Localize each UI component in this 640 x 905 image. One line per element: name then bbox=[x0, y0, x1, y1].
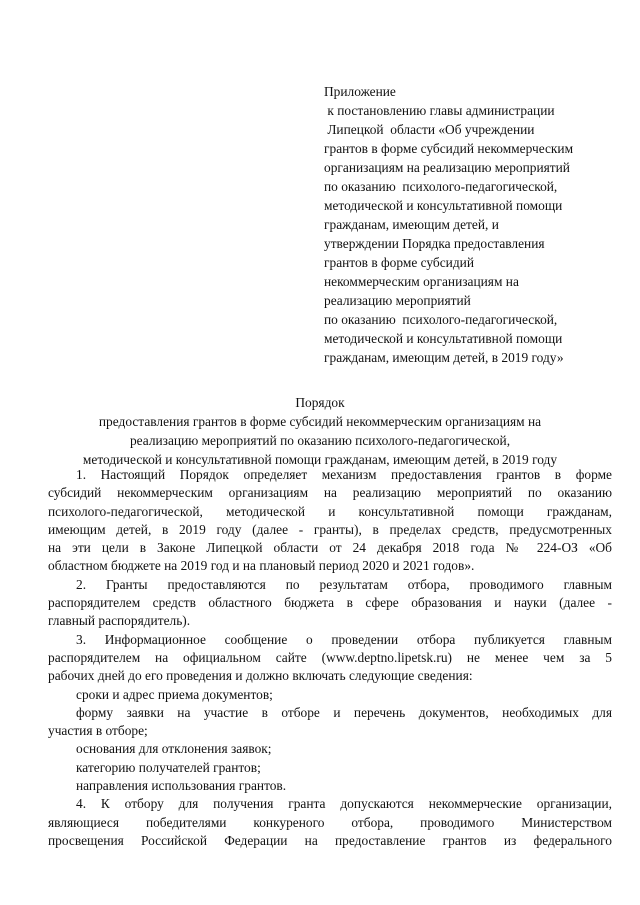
heading-line: предоставления грантов в форме субсидий некоммерческим организациям на bbox=[98, 414, 542, 429]
appendix-line: грантов в форме субсидий bbox=[324, 255, 474, 270]
body-line: имеющим детей, в 2019 году (далее - гранты), в пределах средств, предусмотренных bbox=[48, 521, 612, 537]
body-line: основания для отклонения заявок; bbox=[76, 741, 272, 757]
appendix-line: Липецкой области «Об учреждении bbox=[324, 122, 535, 137]
body-line: сроки и адрес приема документов; bbox=[76, 686, 273, 702]
heading-line: реализацию мероприятий по оказанию психолого-педагогической, bbox=[129, 433, 511, 448]
body-line: психолого-педагогической, методической и консультативной помощи гражданам, bbox=[48, 503, 612, 519]
appendix-line: методической и консультативной помощи bbox=[324, 331, 563, 346]
appendix-line: некоммерческим организациям на bbox=[324, 274, 519, 289]
appendix-line: реализацию мероприятий bbox=[324, 293, 471, 308]
body-line: субсидий некоммерческим организациям на реализацию мероприятий по оказанию bbox=[48, 485, 612, 501]
appendix-line: организациям на реализацию мероприятий bbox=[324, 160, 570, 175]
appendix-line: утверждении Порядка предоставления bbox=[324, 236, 545, 251]
heading-title: Порядок bbox=[295, 395, 345, 410]
body-line: распорядителем на официальном сайте (www.deptno.lipetsk.ru) не менее чем за 5 bbox=[48, 649, 612, 665]
appendix-line: методической и консультативной помощи bbox=[324, 198, 563, 213]
appendix-line: к постановлению главы администрации bbox=[324, 103, 555, 118]
body-line: на эти цели в Законе Липецкой области от 24 декабря 2018 года № 224-ОЗ «Об bbox=[48, 540, 612, 556]
body-line: главный распорядитель). bbox=[48, 613, 191, 629]
body-line: участия в отборе; bbox=[48, 723, 148, 739]
appendix-line: Приложение bbox=[324, 84, 396, 99]
appendix-line: по оказанию психолого-педагогической, bbox=[324, 179, 558, 194]
body-line: рабочих дней до его проведения и должно включать следующие сведения: bbox=[48, 668, 473, 684]
body-line: 3. Информационное сообщение о проведении отбора публикуется главным bbox=[76, 631, 612, 647]
body-line: просвещения Российской Федерации на предоставление грантов из федерального bbox=[48, 832, 612, 848]
document-body bbox=[48, 466, 612, 850]
body-line: областном бюджете на 2019 год и на плановый период 2020 и 2021 годов». bbox=[48, 558, 475, 574]
body-line: распорядителем средств областного бюджета в сфере образования и науки (далее - bbox=[48, 595, 612, 611]
body-line: 2. Гранты предоставляются по результатам отбора, проводимого главным bbox=[76, 576, 612, 592]
appendix-line: гражданам, имеющим детей, в 2019 году» bbox=[324, 350, 564, 365]
appendix-line: по оказанию психолого-педагогической, bbox=[324, 312, 558, 327]
document-heading bbox=[40, 393, 600, 469]
body-line: направления использования грантов. bbox=[76, 778, 287, 794]
body-line: форму заявки на участие в отборе и перечень документов, необходимых для bbox=[76, 704, 612, 720]
body-line: являющиеся победителями конкуреного отбора, проводимого Министерством bbox=[48, 814, 612, 830]
appendix-note bbox=[324, 82, 614, 367]
body-line: 4. К отбору для получения гранта допускаются некоммерческие организации, bbox=[76, 796, 612, 812]
body-line: категорию получателей грантов; bbox=[76, 759, 261, 775]
appendix-line: гражданам, имеющим детей, и bbox=[324, 217, 499, 232]
appendix-line: грантов в форме субсидий некоммерческим bbox=[324, 141, 574, 156]
body-line: 1. Настоящий Порядок определяет механизм предоставления грантов в форме bbox=[76, 467, 612, 482]
heading-line: методической и консультативной помощи гражданам, имеющим детей, в 2019 году bbox=[82, 452, 558, 467]
